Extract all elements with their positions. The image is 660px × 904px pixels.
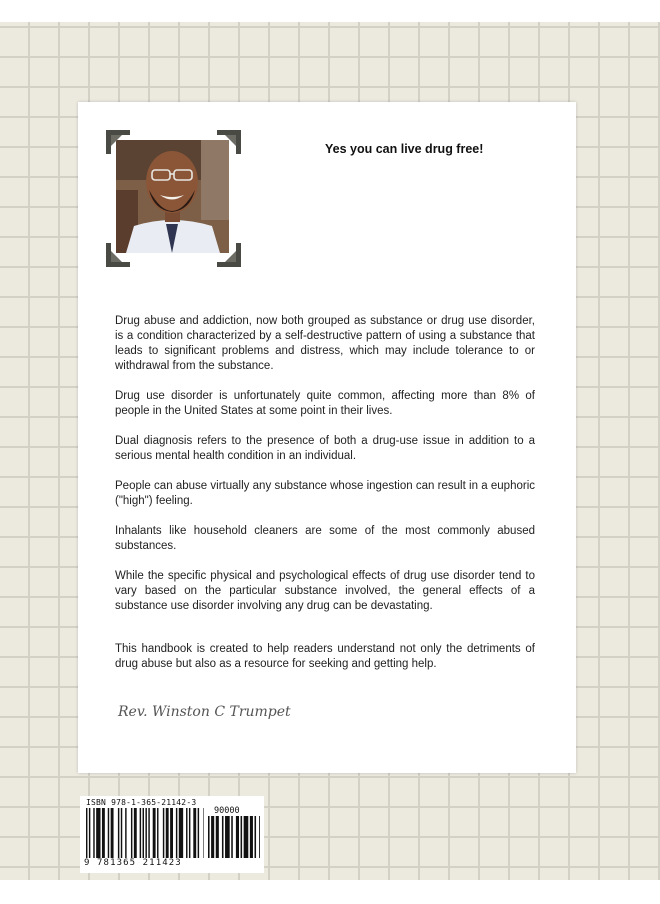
barcode-digits: 9 781365 211423: [84, 858, 182, 868]
paragraph: People can abuse virtually any substance whose ingestion can result in a euphoric ("high") feeling.: [115, 480, 535, 507]
photo-corner-top-right-icon: [217, 130, 241, 154]
author-photo-frame: [106, 130, 241, 267]
photo-corner-bottom-right-icon: [217, 243, 241, 267]
paragraph: Drug use disorder is unfortunately quite common, affecting more than 8% of people in the United States at some point in their lives.: [115, 390, 535, 417]
back-cover-panel: [78, 102, 576, 773]
description-text: [115, 314, 535, 687]
barcode-bars: [86, 808, 204, 864]
photo-corner-bottom-left-icon: [106, 243, 130, 267]
price-code: 90000: [214, 806, 240, 816]
headline: Yes you can live drug free!: [325, 142, 484, 156]
paragraph: This handbook is created to help readers understand not only the detriments of drug abuse but also as a resource for seeking and getting help.: [115, 643, 535, 670]
author-photo: [116, 140, 229, 253]
grid-paper-background: [0, 22, 660, 880]
paragraph: While the specific physical and psychological effects of drug use disorder tend to vary based on the particular substance involved, the general effects of a substance use disorder involving any drug can be devastating.: [115, 570, 535, 612]
author-signature: Rev. Winston C Trumpet: [118, 704, 291, 720]
paragraph: Dual diagnosis refers to the presence of both a drug-use issue in addition to a serious mental health condition in an individual.: [115, 435, 535, 462]
paragraph: Drug abuse and addiction, now both grouped as substance or drug use disorder, is a condition characterized by a self-destructive pattern of using a substance that leads to significant problems and distress, which may include tolerance to or withdrawal from the substance.: [115, 315, 535, 372]
isbn-label: ISBN 978-1-365-21142-3: [86, 798, 197, 807]
photo-corner-top-left-icon: [106, 130, 130, 154]
isbn-barcode: [80, 796, 264, 873]
paragraph: Inhalants like household cleaners are some of the most commonly abused substances.: [115, 525, 535, 552]
addon-barcode-bars: [208, 816, 260, 864]
